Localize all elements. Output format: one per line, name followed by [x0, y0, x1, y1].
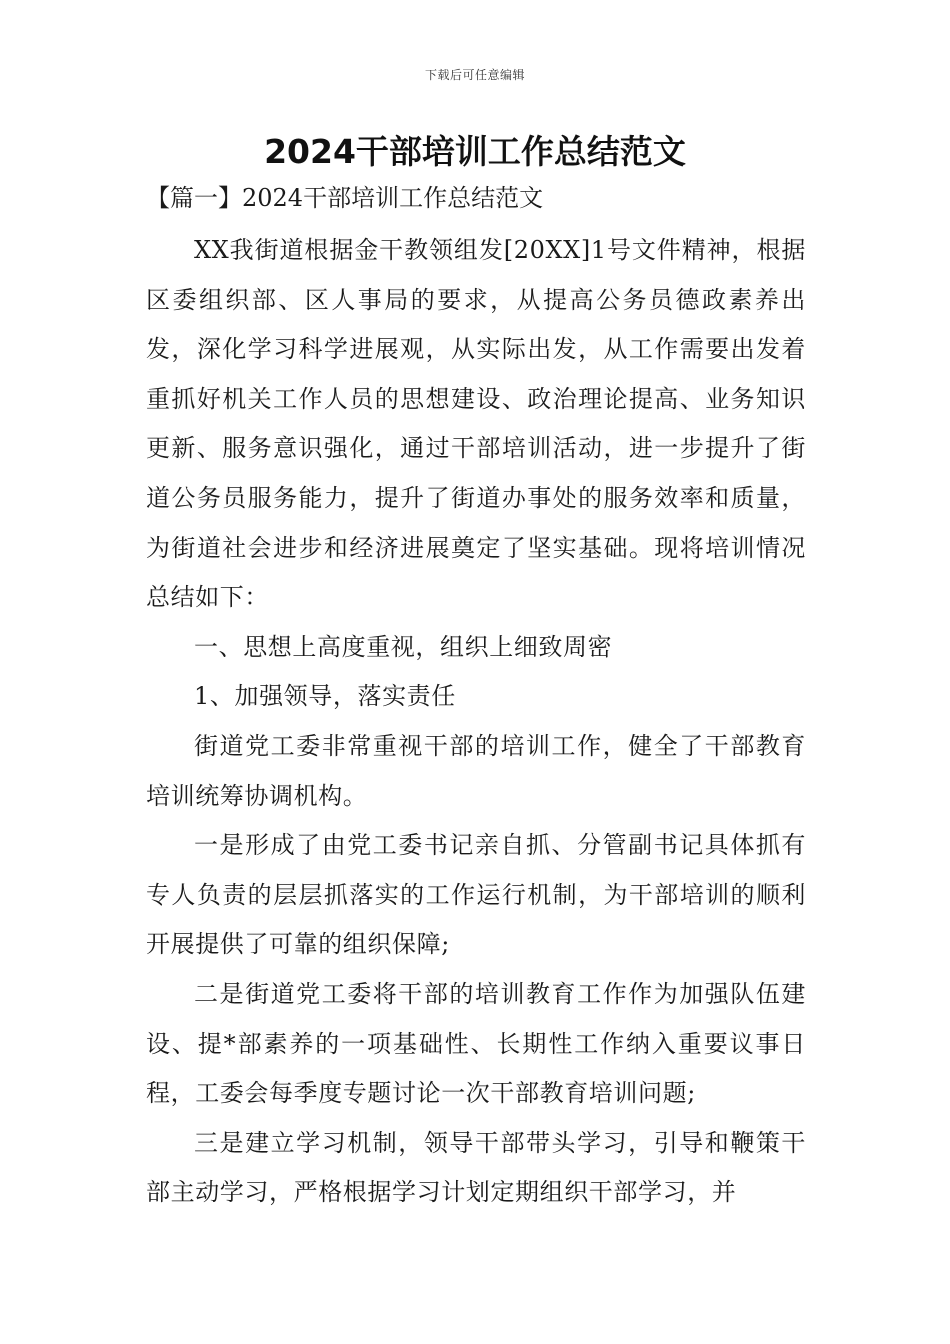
paragraph: 二是街道党工委将干部的培训教育工作作为加强队伍建设、提*部素养的一项基础性、长期性工作纳入重要议事日程，工委会每季度专题讨论一次干部教育培训问题; [146, 979, 806, 1108]
document-title: 2024干部培训工作总结范文 [264, 132, 686, 171]
document-body [146, 226, 806, 1218]
header-note: 下载后可任意编辑 [424, 68, 525, 82]
paragraph-intro: XX我街道根据金干教领组发[20XX]1号文件精神，根据区委组织部、区人事局的要求，从提高公务员德政素养出发，深化学习科学进展观，从实际出发，从工作需要出发着重抓好机关工作人员的思想建设、政治理论提高、业务知识更新、服务意识强化，通过干部培训活动，进一步提升了街道公务员服务能力，提升了街道办事处的服务效率和质量，为街道社会进步和经济进展奠定了坚实基础。现将培训情况总结如下： [146, 236, 806, 612]
paragraph-subheading-1: 1、加强领导，落实责任 [194, 682, 456, 711]
paragraph: 三是建立学习机制，领导干部带头学习，引导和鞭策干部主动学习，严格根据学习计划定期组织干部学习，并 [146, 1128, 806, 1207]
paragraph: 一是形成了由党工委书记亲自抓、分管副书记具体抓有专人负责的层层抓落实的工作运行机制，为干部培训的顺利开展提供了可靠的组织保障; [146, 831, 806, 959]
section-heading: 【篇一】2024干部培训工作总结范文 [146, 184, 544, 212]
paragraph-heading-1: 一、思想上高度重视，组织上细致周密 [194, 632, 613, 661]
paragraph: 街道党工委非常重视干部的培训工作，健全了干部教育培训统筹协调机构。 [146, 731, 806, 810]
